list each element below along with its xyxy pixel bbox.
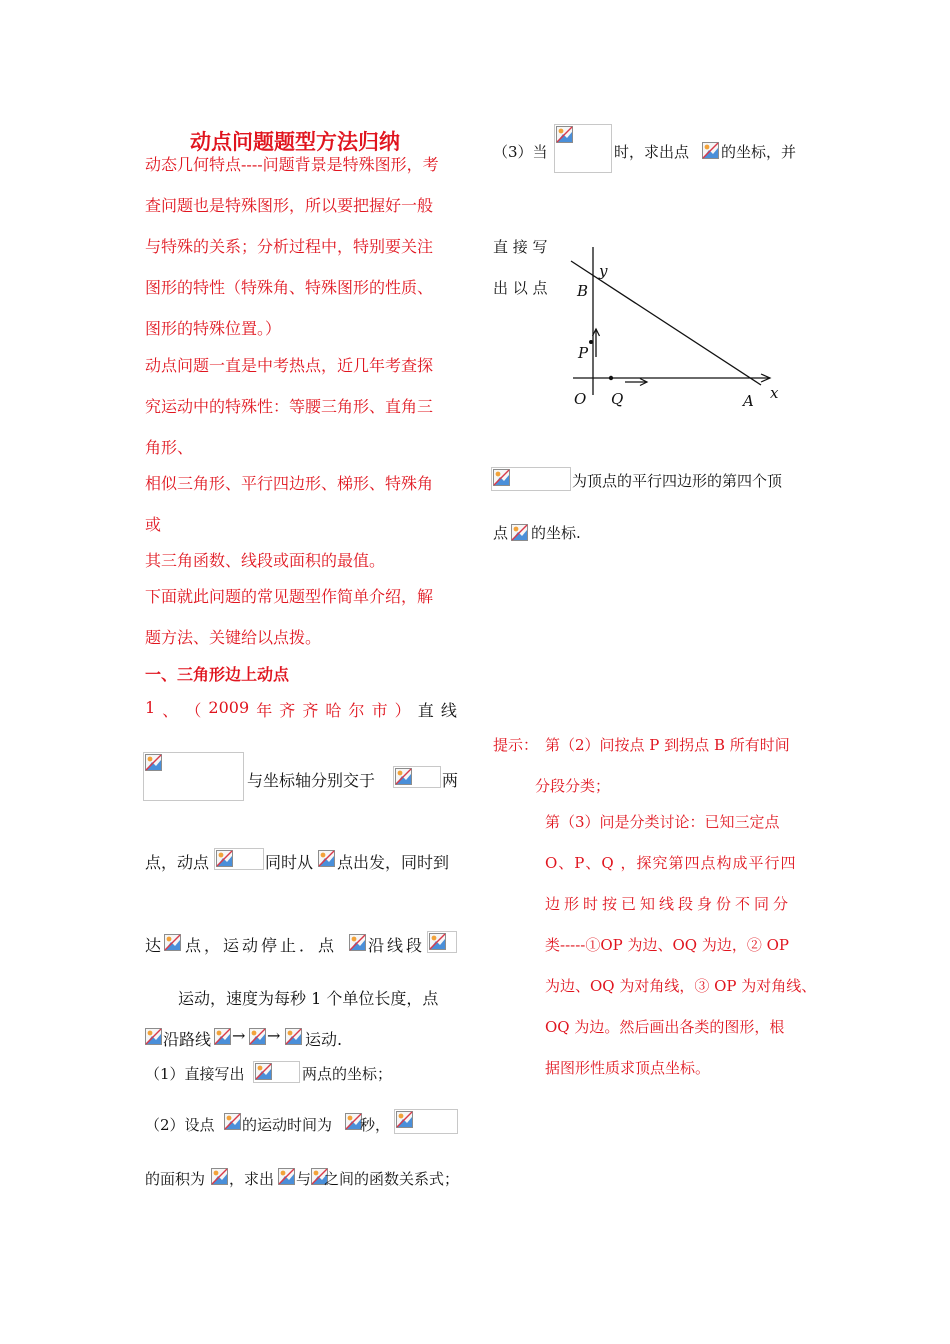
hint-line: 分段分类；	[535, 777, 611, 795]
intro-line: 下面就此问题的常见题型作简单介绍，解	[145, 587, 434, 606]
intro-line: 角形、	[145, 438, 194, 457]
broken-image-icon	[285, 1028, 302, 1045]
header-token: ）	[394, 701, 411, 720]
text: 达	[145, 936, 162, 955]
header-token: 尔	[348, 701, 365, 720]
header-token: 年	[256, 701, 273, 720]
intro-line: 相似三角形、平行四边形、梯形、特殊角	[145, 474, 434, 493]
broken-image-icon	[278, 1168, 295, 1185]
header-token: 直	[417, 701, 434, 720]
label-p: P	[578, 344, 589, 362]
label-b: B	[577, 282, 589, 300]
question-2-text: ，求出	[229, 1170, 275, 1188]
arrow-text: →	[232, 1026, 246, 1045]
question-3-text: 出 以 点	[493, 279, 548, 297]
question-3-text: （3）当	[493, 143, 548, 161]
intro-line: 或	[145, 515, 162, 534]
point-p-dot	[589, 340, 593, 344]
question-2-text: 与	[296, 1170, 312, 1188]
points-ab-image	[253, 1061, 300, 1083]
broken-image-icon	[318, 850, 335, 867]
text: 沿路线	[163, 1030, 212, 1049]
intro-line: 动态几何特点----问题背景是特殊图形，考	[145, 155, 439, 174]
hint-line: 为边、OQ 为对角线，③ OP 为对角线、	[545, 977, 817, 995]
header-token: 线	[440, 701, 457, 720]
header-token: 2009	[208, 698, 250, 717]
question-2-text: （2）设点	[145, 1116, 215, 1134]
intro-line: 动点问题一直是中考热点，近几年考查探	[145, 356, 434, 375]
broken-image-icon	[511, 524, 528, 541]
line-equation-image	[143, 752, 244, 801]
text: 同时从	[265, 853, 314, 872]
text: 运动.	[305, 1030, 343, 1049]
text: 点出发，同时到	[337, 853, 450, 872]
question-1-text: 两点的坐标；	[302, 1065, 393, 1083]
hint-line: OQ 为边。然后画出各类的图形，根	[545, 1018, 785, 1036]
question-3-text: 点	[493, 524, 509, 542]
label-x: x	[770, 384, 779, 402]
hint-line: 第（3）问是分类讨论：已知三定点	[545, 813, 780, 831]
points-pq-image	[214, 848, 264, 870]
header-token: 齐	[302, 701, 319, 720]
broken-image-icon	[214, 1028, 231, 1045]
header-token: 齐	[279, 701, 296, 720]
question-1-text: （1）直接写出	[145, 1065, 245, 1083]
header-token: （	[185, 701, 202, 720]
intro-line: 究运动中的特殊性：等腰三角形、直角三	[145, 397, 434, 416]
text: 点，运动停止．点	[185, 936, 338, 955]
section-heading: 一、三角形边上动点	[145, 665, 290, 684]
arrow-text: →	[267, 1026, 281, 1045]
question-3-text: 直 接 写	[493, 238, 548, 256]
hint-line: O、P、Q ，探究第四点构成平行四	[545, 854, 797, 872]
label-o: O	[574, 390, 587, 408]
broken-image-icon	[211, 1168, 228, 1185]
question-3-text: 的坐标.	[531, 524, 581, 542]
header-token: 、	[162, 701, 179, 720]
label-y: y	[599, 262, 608, 280]
hint-line: 类-----①OP 为边、OQ 为边，② OP	[545, 936, 790, 954]
intro-line: 图形的特性（特殊角、特殊图形的性质、	[145, 278, 434, 297]
broken-image-icon	[249, 1028, 266, 1045]
header-token: 市	[371, 701, 388, 720]
hint-line: 边形时按已知线段身份不同分	[545, 895, 793, 913]
broken-image-icon	[556, 126, 573, 143]
question-3-text: 为顶点的平行四边形的第四个顶	[572, 472, 783, 490]
intro-line: 其三角函数、线段或面积的最值。	[145, 551, 386, 570]
label-q: Q	[611, 390, 624, 408]
intro-line: 题方法、关键给以点拨。	[145, 628, 322, 647]
hint-line: 第（2）问按点 P 到拐点 B 所有时间	[545, 736, 790, 754]
coordinate-figure	[565, 245, 790, 415]
intro-line: 查问题也是特殊图形，所以要把握好一般	[145, 196, 434, 215]
text: 沿线段	[368, 936, 426, 955]
segment-image	[427, 931, 457, 953]
triangle-area-image	[394, 1109, 458, 1134]
broken-image-icon	[429, 933, 446, 950]
header-token: 哈	[325, 701, 342, 720]
problem-header	[145, 698, 457, 721]
broken-image-icon	[255, 1063, 272, 1080]
broken-image-icon	[145, 754, 162, 771]
broken-image-icon	[216, 850, 233, 867]
hint-label: 提示：	[493, 736, 539, 754]
point-q-dot	[609, 376, 613, 380]
question-2-text: 之间的函数关系式；	[324, 1170, 460, 1188]
broken-image-icon	[164, 934, 181, 951]
broken-image-icon	[349, 934, 366, 951]
question-3-text: 的坐标，并	[721, 143, 797, 161]
broken-image-icon	[396, 1111, 413, 1128]
broken-image-icon	[145, 1028, 162, 1045]
question-2-text: 的运动时间为	[242, 1116, 333, 1134]
label-a: A	[743, 392, 754, 410]
question-3-text: 时，求出点	[614, 143, 690, 161]
broken-image-icon	[702, 142, 719, 159]
vertices-image	[491, 467, 571, 491]
broken-image-icon	[395, 768, 412, 785]
condition-image	[554, 124, 612, 173]
broken-image-icon	[493, 469, 510, 486]
question-2-text: 的面积为	[145, 1170, 206, 1188]
hint-line: 据图形性质求顶点坐标。	[545, 1059, 711, 1077]
question-2-text: 秒，	[360, 1116, 391, 1134]
page-title: 动点问题题型方法归纳	[190, 130, 400, 154]
broken-image-icon	[224, 1113, 241, 1130]
points-ab-image	[393, 766, 441, 788]
intro-line: 图形的特殊位置。）	[145, 319, 282, 338]
text: 两	[442, 771, 459, 790]
text: 与坐标轴分别交于	[247, 771, 376, 790]
header-token: 1	[145, 698, 156, 717]
text: 点，动点	[145, 853, 210, 872]
text: 运动，速度为每秒 1 个单位长度，点	[178, 989, 439, 1008]
intro-line: 与特殊的关系；分析过程中，特别要关注	[145, 237, 434, 256]
